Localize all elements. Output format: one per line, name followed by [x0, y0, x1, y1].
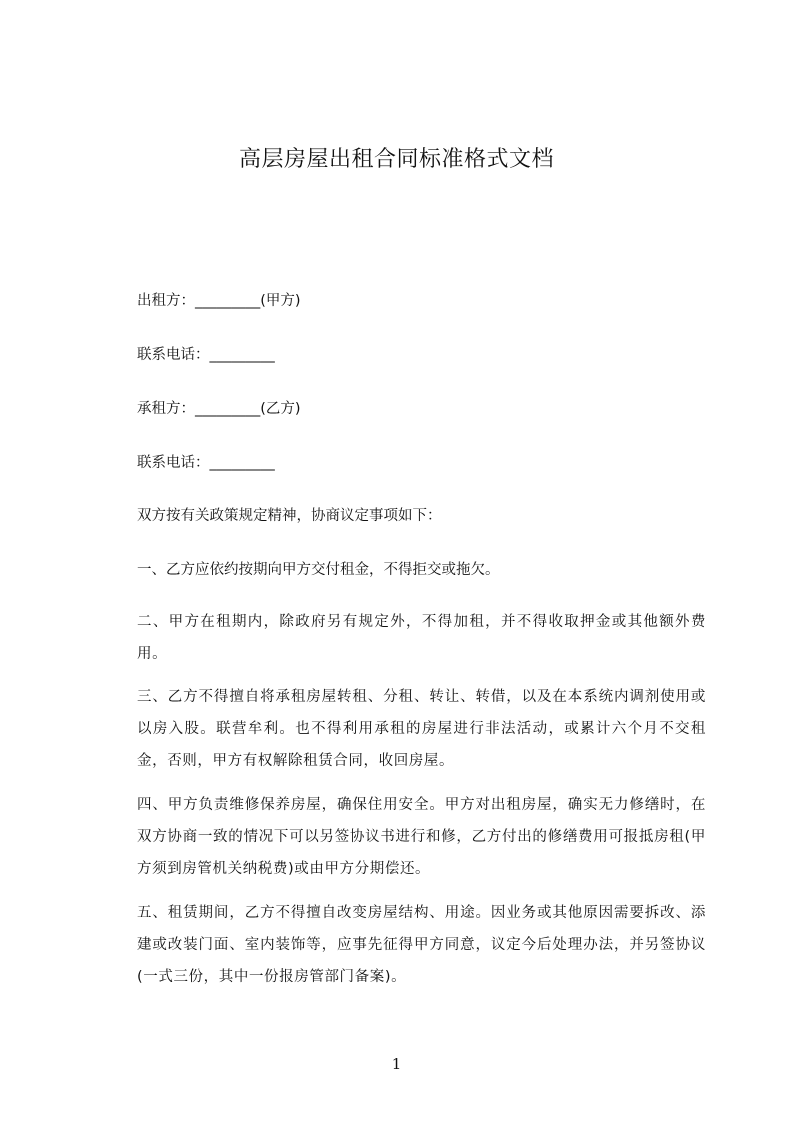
clause-2	[106, 606, 706, 670]
clause-4	[106, 789, 706, 885]
clause-2-text: 二、甲方在租期内，除政府另有规定外，不得加租，并不得收取押金或其他额外费用。	[137, 614, 706, 662]
clause-3	[106, 681, 706, 777]
lessee-field: 承租方：_________(乙方)	[137, 401, 301, 417]
clause-1: 一、乙方应依约按期向甲方交付租金，不得拒交或拖欠。	[137, 562, 500, 578]
document-title: 高层房屋出租合同标准格式文档	[238, 147, 554, 172]
clause-5	[106, 897, 706, 993]
page-number: 1	[391, 1055, 402, 1073]
lessor-phone-field: 联系电话：_________	[137, 347, 275, 363]
clause-5-text: 五、租赁期间，乙方不得擅自改变房屋结构、用途。因业务或其他原因需要拆改、添建或改装门面、室内装饰等，应事先征得甲方同意，议定今后处理办法，并另签协议(一式三份，其中一份报房管部门备案)。	[137, 905, 706, 985]
lessee-phone-field: 联系电话：_________	[137, 455, 275, 471]
clause-4-text: 四、甲方负责维修保养房屋，确保住用安全。甲方对出租房屋，确实无力修缮时，在双方协商一致的情况下可以另签协议书进行和修，乙方付出的修缮费用可报抵房租(甲方须到房管机关纳税费)或由甲方分期偿还。	[137, 797, 706, 877]
lessor-field: 出租方：_________(甲方)	[137, 293, 301, 309]
intro-text: 双方按有关政策规定精神，协商议定事项如下：	[137, 508, 442, 524]
clause-3-text: 三、乙方不得擅自将承租房屋转租、分租、转让、转借，以及在本系统内调剂使用或以房入股。联营牟利。也不得利用承租的房屋进行非法活动，或累计六个月不交租金，否则，甲方有权解除租赁合同，收回房屋。	[137, 689, 706, 769]
